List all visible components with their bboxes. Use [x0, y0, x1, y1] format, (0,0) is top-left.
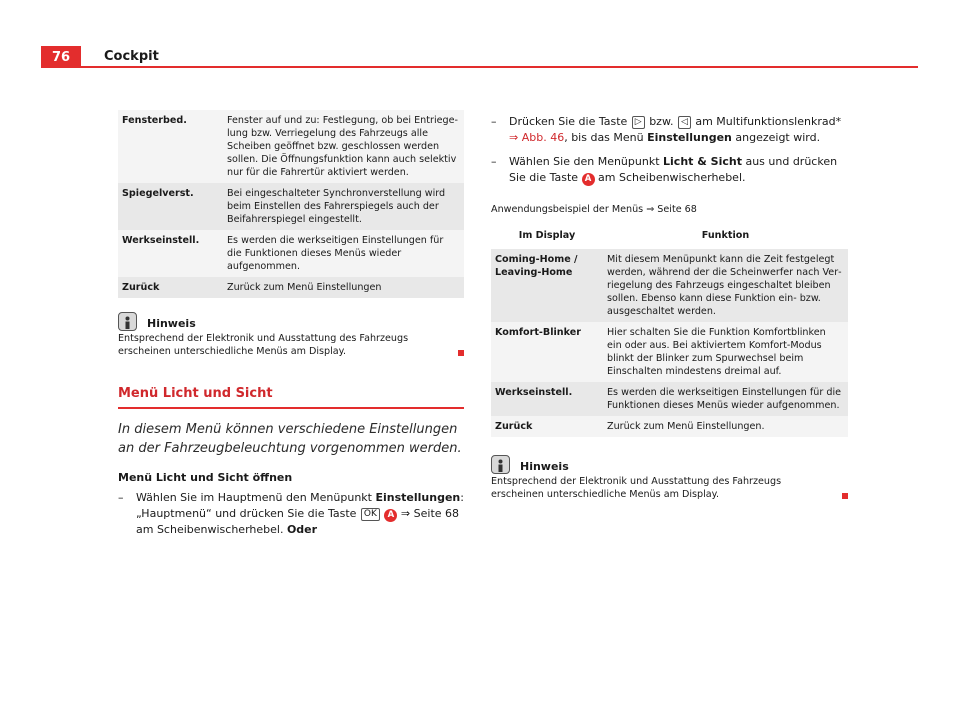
- table-key: Zurück: [118, 277, 223, 298]
- menu-item-name: Einstellungen: [375, 491, 461, 504]
- note-title: Hinweis: [520, 460, 569, 473]
- table-value: Fenster auf und zu: Festlegung, ob bei Entriegelung bzw. Verriegelung des Fahrzeugs alle Scheiben geöffnet bzw. geschlossen werden sollen. Die Öffnungsfunktion kann auch selektiv nur für die Fahrertür aktiviert werden.: [223, 110, 464, 183]
- ok-key-icon: OK: [361, 508, 380, 521]
- step-text-part: bzw.: [645, 115, 677, 128]
- table-caption: Anwendungsbeispiel der Menüs ⇒ Seite 68: [491, 204, 697, 215]
- step-dash: –: [491, 155, 497, 168]
- table-value: Zurück zum Menü Einstellungen: [223, 277, 464, 298]
- note-text: Entsprechend der Elektronik und Ausstattung des Fahrzeugs erscheinen unterschiedliche Menüs am Display.: [491, 476, 782, 500]
- step-text-part: am Scheibenwischerhebel.: [594, 171, 746, 184]
- table-row: [118, 110, 464, 183]
- table-key: Werkseinstell.: [118, 230, 223, 277]
- figure-link[interactable]: ⇒ Abb. 46: [509, 131, 565, 144]
- instruction-step: [491, 154, 848, 186]
- step-text-part: am Multifunktionslenkrad*: [691, 115, 842, 128]
- page-number: 76: [41, 46, 81, 68]
- table-row: [118, 277, 464, 298]
- info-icon: [491, 455, 510, 474]
- menu-item-name: Einstellungen: [647, 131, 732, 144]
- table-row: [118, 183, 464, 230]
- instruction-step: [118, 490, 464, 538]
- section-title: Menü Licht und Sicht: [118, 386, 273, 401]
- step-text: [509, 114, 848, 146]
- sub-heading: Menü Licht und Sicht öffnen: [118, 471, 293, 484]
- step-text-part: Wählen Sie den Menüpunkt: [509, 155, 664, 168]
- note-box: [118, 312, 464, 358]
- step-dash: –: [491, 115, 497, 128]
- step-text-part: , bis das Menü: [564, 131, 648, 144]
- table-header: Im Display: [491, 223, 603, 249]
- table-value: Es werden die werkseitigen Einstellungen für die Funktionen dieses Menüs wieder aufgenommen.: [223, 230, 464, 277]
- step-text-part: Wählen Sie im Hauptmenü den Menüpunkt: [136, 491, 376, 504]
- table-key: Zurück: [491, 416, 603, 437]
- table-key: Spiegelverst.: [118, 183, 223, 230]
- left-arrow-key-icon: ◁: [678, 116, 691, 129]
- light-settings-table: [491, 223, 848, 437]
- table-value: Mit diesem Menüpunkt kann die Zeit festgelegt werden, während der die Scheinwerfer nach Verriegelung des Fahrzeugs eingeschaltet bleiben sollen. Ebenso kann diese Funktion ein- bzw. ausgeschaltet werden.: [603, 249, 848, 322]
- right-arrow-key-icon: ▷: [632, 116, 645, 129]
- table-header: Funktion: [603, 223, 848, 249]
- right-column: [491, 110, 848, 501]
- step-text-part: ⇒ Seite 68 am Scheibenwischerhebel.: [136, 507, 460, 536]
- table-row: [491, 382, 848, 416]
- table-value: Zurück zum Menü Einstellungen.: [603, 416, 848, 437]
- step-text-part: Drücken Sie die Taste: [509, 115, 631, 128]
- table-key: Werkseinstell.: [491, 382, 603, 416]
- step-text-part: aus und drücken Sie die Taste: [509, 155, 838, 184]
- table-key: Komfort-Blinker: [491, 322, 603, 382]
- table-value: Hier schalten Sie die Funktion Komfortblinken ein oder aus. Bei aktiviertem Komfort-Modus blinkt der Blinker zum Spurwechsel beim Einschalten mindestens dreimal auf.: [603, 322, 848, 382]
- left-column: [118, 110, 464, 538]
- window-settings-table: [118, 110, 464, 298]
- section-intro: In diesem Menü können verschiedene Einstellungen an der Fahrzeugbeleuchtung vorgenommen werden.: [118, 422, 462, 456]
- table-value: Es werden die werkseitigen Einstellungen für die Funktionen dieses Menüs wieder aufgenommen.: [603, 382, 848, 416]
- step-text: [509, 154, 848, 186]
- lever-button-a-icon: A: [582, 173, 595, 186]
- step-text-part: angezeigt wird.: [731, 131, 821, 144]
- lever-button-a-icon: A: [384, 509, 397, 522]
- end-marker: [458, 350, 464, 356]
- table-key: Fensterbed.: [118, 110, 223, 183]
- table-value: Bei eingeschalteter Synchronverstellung wird beim Einstellen des Fahrerspiegels auch der Beifahrerspiegel eingestellt.: [223, 183, 464, 230]
- step-text-part: : „Hauptmenü“ und drücken Sie die Taste: [136, 491, 464, 520]
- table-row: [491, 249, 848, 322]
- note-box: [491, 455, 848, 501]
- menu-item-name: Licht & Sicht: [663, 155, 742, 168]
- or-label: Oder: [286, 523, 318, 536]
- table-row: [491, 322, 848, 382]
- end-marker: [842, 493, 848, 499]
- step-dash: –: [118, 491, 124, 504]
- section-rule: [118, 407, 464, 409]
- info-icon: [118, 312, 137, 331]
- instruction-step: [491, 114, 848, 146]
- step-text: [136, 490, 464, 538]
- table-key: Coming-Home / Leaving-Home: [491, 249, 603, 322]
- chapter-title: Cockpit: [104, 49, 159, 64]
- note-text: Entsprechend der Elektronik und Ausstattung des Fahrzeugs erscheinen unterschiedliche Menüs am Display.: [118, 333, 409, 357]
- note-title: Hinweis: [147, 317, 196, 330]
- table-row: [491, 416, 848, 437]
- header-rule: [81, 66, 918, 68]
- table-row: [118, 230, 464, 277]
